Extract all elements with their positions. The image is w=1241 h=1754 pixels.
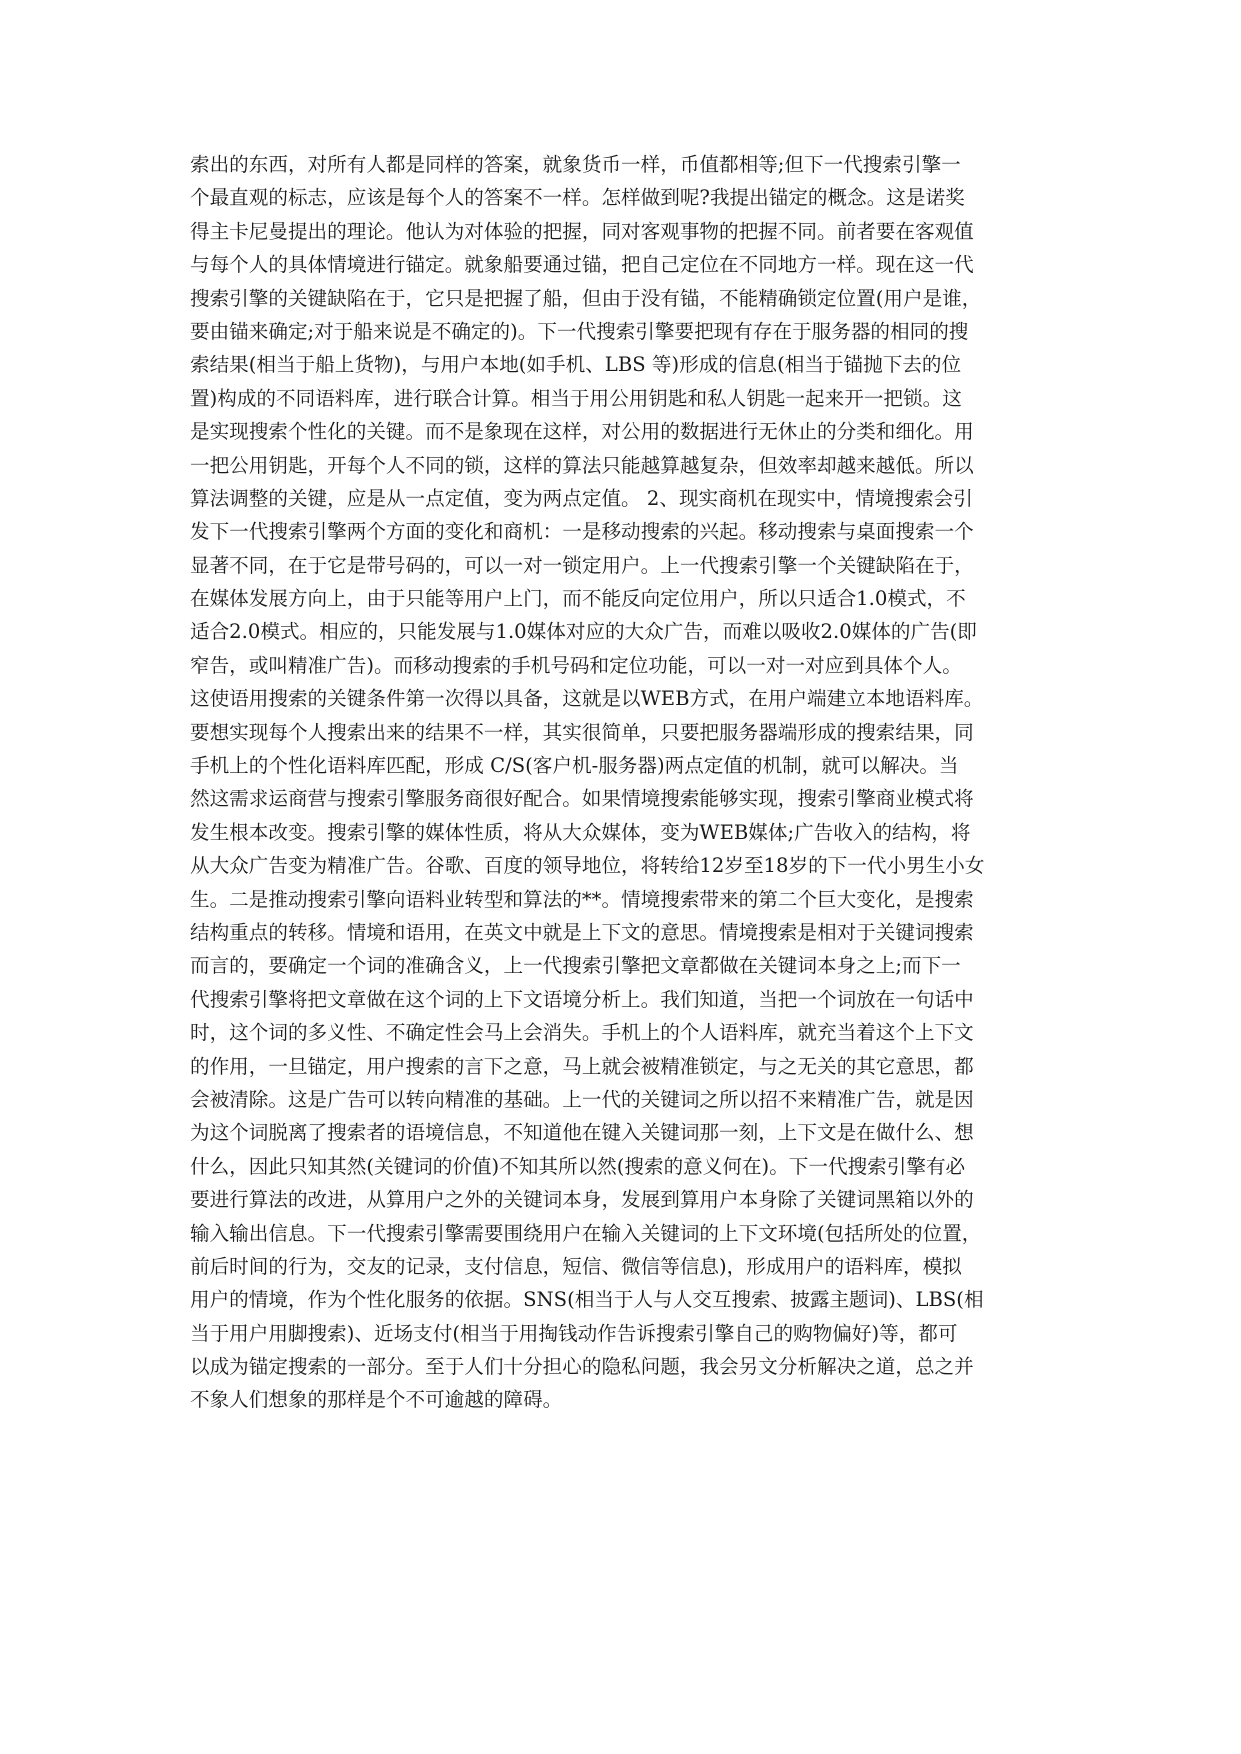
text-line: 这使语用搜索的关键条件第一次得以具备，这就是以WEB方式，在用户端建立本地语料库。 — [190, 687, 984, 711]
text-line: 要进行算法的改进，从算用户之外的关键词本身，发展到算用户本身除了关键词黑箱以外的 — [190, 1188, 974, 1212]
text-line: 适合2.0模式。相应的，只能发展与1.0媒体对应的大众广告，而难以吸收2.0媒体的广告(即 — [190, 620, 977, 644]
text-line: 算法调整的关键，应是从一点定值，变为两点定值。 2、现实商机在现实中，情境搜索会引 — [190, 486, 973, 510]
text-line: 索结果(相当于船上货物)，与用户本地(如手机、LBS 等)形成的信息(相当于锚抛下去的位 — [190, 353, 962, 377]
text-line: 什么，因此只知其然(关键词的价值)不知其所以然(搜索的意义何在)。下一代搜索引擎有必 — [190, 1154, 966, 1178]
text-line: 会被清除。这是广告可以转向精准的基础。上一代的关键词之所以招不来精准广告，就是因 — [190, 1087, 974, 1111]
text-line: 要想实现每个人搜索出来的结果不一样，其实很简单，只要把服务器端形成的搜索结果，同 — [190, 720, 974, 744]
text-line: 要由锚来确定;对于船来说是不确定的)。下一代搜索引擎要把现有存在于服务器的相同的搜 — [190, 319, 969, 343]
text-line: 窄告，或叫精准广告)。而移动搜索的手机号码和定位功能，可以一对一对应到具体个人。 — [190, 653, 962, 677]
text-line: 时，这个词的多义性、不确定性会马上会消失。手机上的个人语料库，就充当着这个上下文 — [190, 1021, 974, 1045]
text-line: 得主卡尼曼提出的理论。他认为对体验的把握，同对客观事物的把握不同。前者要在客观值 — [190, 219, 974, 243]
body-text — [190, 148, 1052, 1417]
text-line: 的作用，一旦锚定，用户搜索的言下之意，马上就会被精准锁定，与之无关的其它意思，都 — [190, 1054, 974, 1078]
text-line: 一把公用钥匙，开每个人不同的锁，这样的算法只能越算越复杂，但效率却越来越低。所以 — [190, 453, 974, 477]
text-line: 当于用户用脚搜索)、近场支付(相当于用掏钱动作告诉搜索引擎自己的购物偏好)等，都可 — [190, 1321, 958, 1345]
text-line: 与每个人的具体情境进行锚定。就象船要通过锚，把自己定位在不同地方一样。现在这一代 — [190, 253, 974, 277]
text-line: 置)构成的不同语料库，进行联合计算。相当于用公用钥匙和私人钥匙一起来开一把锁。这 — [190, 386, 962, 410]
text-line: 在媒体发展方向上，由于只能等用户上门，而不能反向定位用户，所以只适合1.0模式，不 — [190, 587, 966, 611]
text-line: 前后时间的行为，交友的记录，支付信息，短信、微信等信息)，形成用户的语料库，模拟 — [190, 1254, 962, 1278]
text-line: 显著不同，在于它是带号码的，可以一对一锁定用户。上一代搜索引擎一个关键缺陷在于， — [190, 553, 974, 577]
text-line: 从大众广告变为精准广告。谷歌、百度的领导地位，将转给12岁至18岁的下一代小男生小女 — [190, 854, 985, 878]
text-line: 以成为锚定搜索的一部分。至于人们十分担心的隐私问题，我会另文分析解决之道，总之并 — [190, 1355, 974, 1379]
text-line: 索出的东西，对所有人都是同样的答案，就象货币一样，币值都相等;但下一代搜索引擎一 — [190, 153, 961, 176]
text-line: 发下一代搜索引擎两个方面的变化和商机：一是移动搜索的兴起。移动搜索与桌面搜索一个 — [190, 520, 974, 544]
text-line: 生。二是推动搜索引擎向语料业转型和算法的**。情境搜索带来的第二个巨大变化，是搜索 — [190, 887, 974, 911]
text-line: 搜索引擎的关键缺陷在于，它只是把握了船，但由于没有锚，不能精确锁定位置(用户是谁， — [190, 286, 982, 310]
text-line: 发生根本改变。搜索引擎的媒体性质，将从大众媒体，变为WEB媒体;广告收入的结构，将 — [190, 820, 971, 844]
text-line: 个最直观的标志，应该是每个人的答案不一样。怎样做到呢?我提出锚定的概念。这是诺奖 — [190, 186, 965, 210]
text-line: 结构重点的转移。情境和语用，在英文中就是上下文的意思。情境搜索是相对于关键词搜索 — [190, 920, 974, 944]
text-line: 为这个词脱离了搜索者的语境信息，不知道他在键入关键词那一刻，上下文是在做什么、想 — [190, 1121, 974, 1145]
text-line: 不象人们想象的那样是个不可逾越的障碍。 — [190, 1388, 563, 1412]
text-line: 手机上的个性化语料库匹配，形成 C/S(客户机-服务器)两点定值的机制，就可以解决。当 — [190, 754, 959, 778]
text-line: 输入输出信息。下一代搜索引擎需要围绕用户在输入关键词的上下文环境(包括所处的位置， — [190, 1221, 982, 1245]
text-line: 然这需求运商营与搜索引擎服务商很好配合。如果情境搜索能够实现，搜索引擎商业模式将 — [190, 787, 974, 811]
text-line: 是实现搜索个性化的关键。而不是象现在这样，对公用的数据进行无休止的分类和细化。用 — [190, 420, 974, 444]
text-line: 用户的情境，作为个性化服务的依据。SNS(相当于人与人交互搜索、披露主题词)、LBS(相 — [190, 1288, 984, 1312]
text-line: 代搜索引擎将把文章做在这个词的上下文语境分析上。我们知道，当把一个词放在一句话中 — [190, 987, 974, 1011]
text-line: 而言的，要确定一个词的准确含义，上一代搜索引擎把文章都做在关键词本身之上;而下一 — [190, 954, 961, 978]
